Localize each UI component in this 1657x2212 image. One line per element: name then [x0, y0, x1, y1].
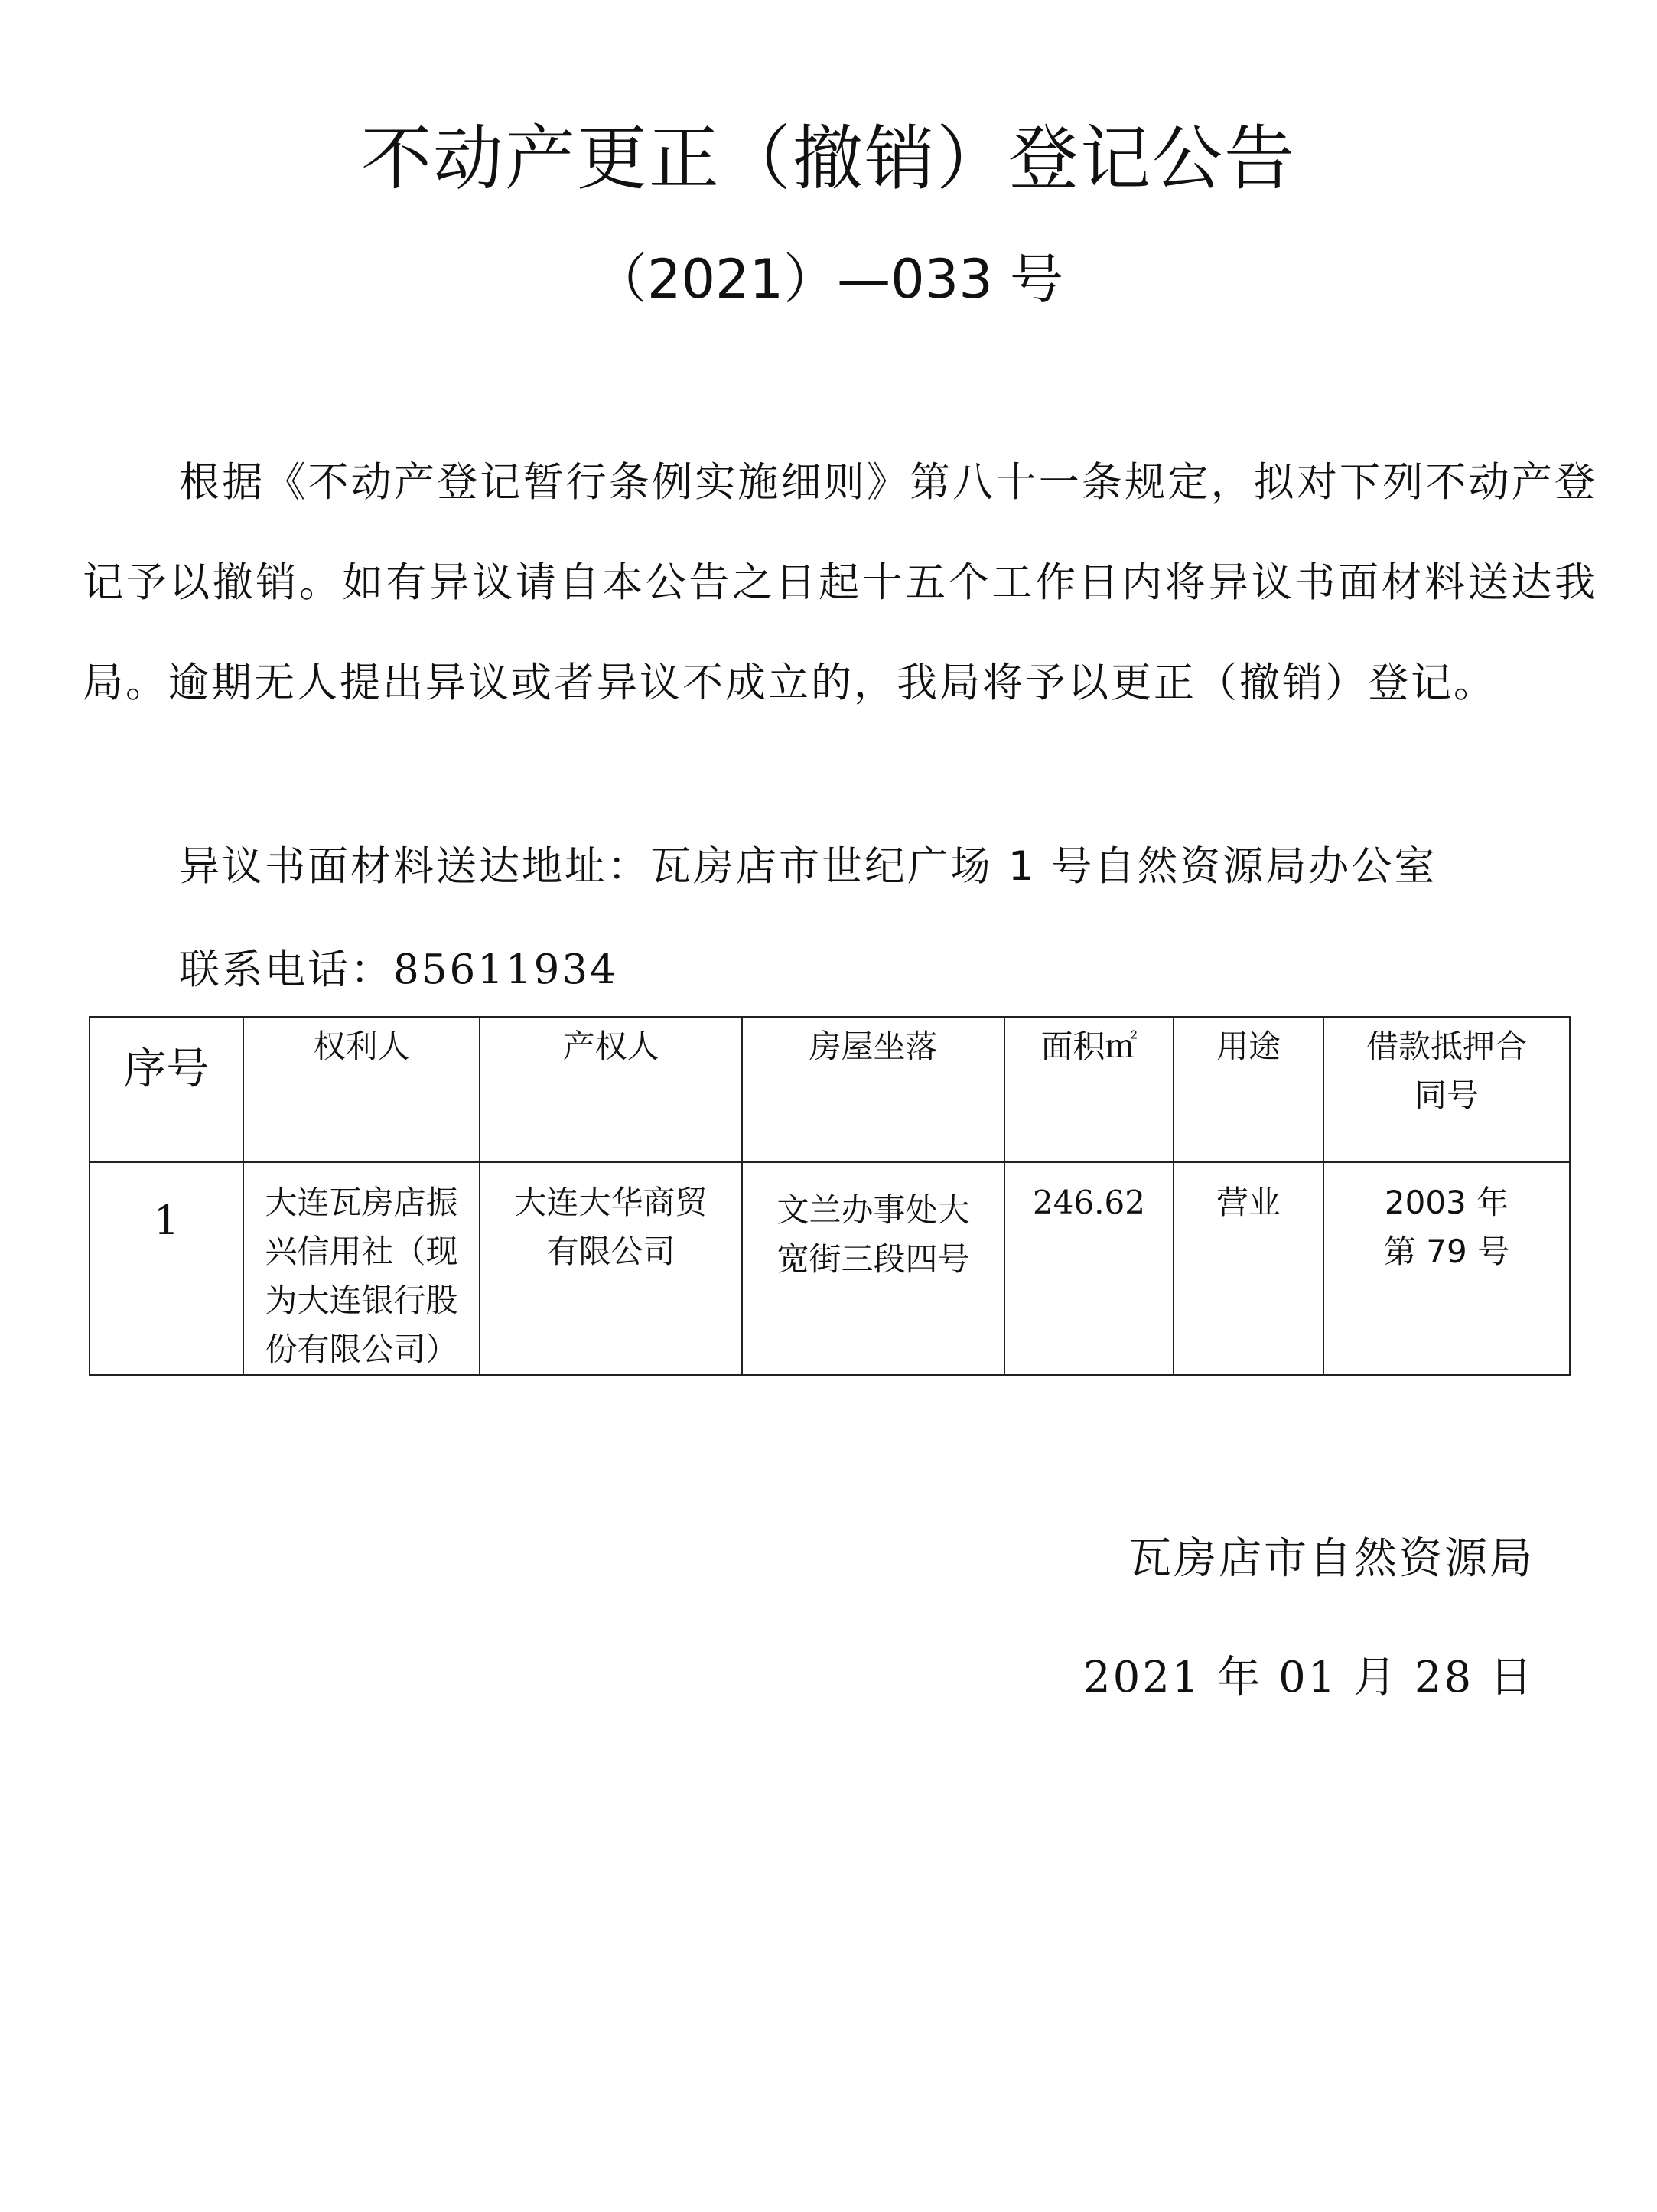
notice-body: 根据《不动产登记暂行条例实施细则》第八十一条规定，拟对下列不动产登记予以撤销。如有异议请自本公告之日起十五个工作日内将异议书面材料送达我局。逾期无人提出异议或者异议不成立的，我局将予以更正（撤销）登记。 — [83, 459, 1597, 706]
col-header-index: 序号 — [90, 1017, 243, 1162]
cell-contract-no: 2003 年第 79 号 — [1323, 1162, 1570, 1375]
col-header-area: 面积㎡ — [1004, 1017, 1174, 1162]
table-header-row — [90, 1017, 1570, 1162]
cell-location: 文兰办事处大宽街三段四号 — [742, 1162, 1004, 1375]
cell-usage: 营业 — [1174, 1162, 1323, 1375]
cell-index: 1 — [90, 1162, 243, 1375]
cell-rights-holder: 大连瓦房店振兴信用社（现为大连银行股份有限公司） — [243, 1162, 480, 1375]
address-line — [179, 836, 1437, 898]
document-number: （2021）—033 号 — [593, 248, 1063, 311]
table-row — [90, 1162, 1570, 1375]
phone-value: 85611934 — [393, 946, 618, 993]
col-header-location: 房屋坐落 — [742, 1017, 1004, 1162]
col-header-rights-holder: 权利人 — [243, 1017, 480, 1162]
cell-property-owner: 大连大华商贸有限公司 — [480, 1162, 742, 1375]
col-header-usage: 用途 — [1174, 1017, 1323, 1162]
phone-label: 联系电话： — [179, 946, 393, 993]
page-title: 不动产更正（撤销）登记公告 — [360, 118, 1296, 200]
address-label: 异议书面材料送达地址： — [179, 843, 650, 890]
col-header-property-owner: 产权人 — [480, 1017, 742, 1162]
issuer-signature: 瓦房店市自然资源局 — [1128, 1534, 1535, 1584]
phone-line — [179, 940, 618, 1001]
cell-area: 246.62 — [1004, 1162, 1174, 1375]
issue-date: 2021 年 01 月 28 日 — [1082, 1653, 1535, 1702]
registration-table — [89, 1016, 1571, 1376]
col-header-contract-no: 借款抵押合同号 — [1323, 1017, 1570, 1162]
address-value: 瓦房店市世纪广场 1 号自然资源局办公室 — [650, 843, 1437, 890]
